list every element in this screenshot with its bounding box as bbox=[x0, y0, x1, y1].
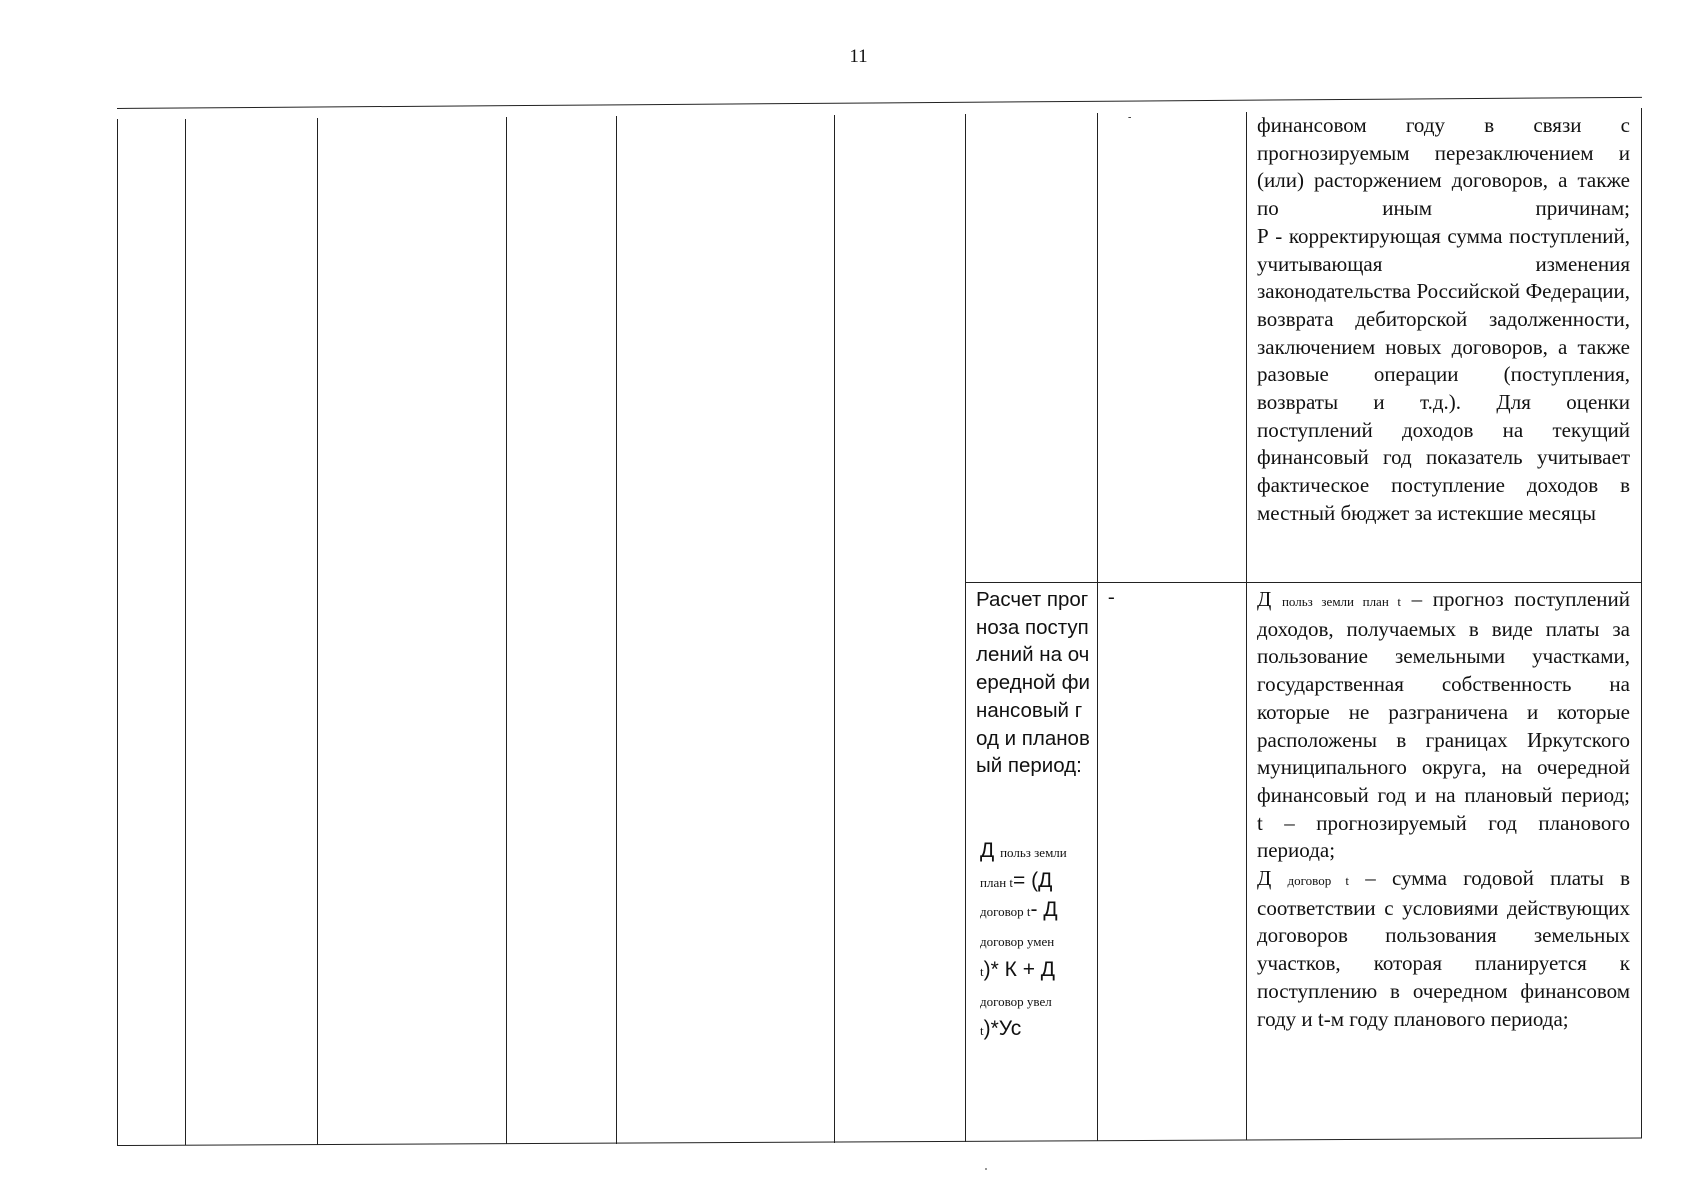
formula-sub-1: польз земли bbox=[1000, 845, 1067, 860]
formula-sub-7: t bbox=[980, 1023, 984, 1039]
table-border-right bbox=[1641, 108, 1642, 1138]
row2-p1-sub: польз земли план t bbox=[1281, 594, 1402, 609]
row2-description-p3 bbox=[1257, 865, 1630, 1033]
row1-description-p2: Р - корректирующая сумма поступлений, учитывающая изменения законодательства Российской Федерации, возврата дебиторской задолженности, заключением новых договоров, а также разовые операции (поступления, возвраты и т.д.). Для оценки поступлений доходов на текущий финансовый год показатель учитывает фактическое поступление доходов в местный бюджет за истекшие месяцы bbox=[1257, 223, 1630, 525]
row2-p3-sub: договор t bbox=[1287, 873, 1350, 889]
row-divider bbox=[965, 582, 1641, 583]
row2-description bbox=[1257, 586, 1630, 1033]
formula-sub-5: t bbox=[980, 963, 984, 979]
table-border-left bbox=[117, 119, 118, 1145]
row2-mark: - bbox=[1108, 586, 1115, 608]
table-border-top bbox=[117, 97, 1642, 109]
formula-part-2: = (Д bbox=[1013, 868, 1053, 892]
formula-sub-3: договор t bbox=[980, 904, 1031, 920]
table-border-bottom bbox=[117, 1138, 1642, 1146]
row2-p3-tail: – сумма годовой платы в соответствии с условиями действующих договоров пользования земельных участков, которая планируется к поступлению в очередном финансовом году и t-м году планового периода; bbox=[1257, 866, 1630, 1031]
row2-formula bbox=[980, 837, 1102, 1045]
formula-part-5: )* К + Д bbox=[983, 957, 1056, 981]
row2-p1-tail: – прогноз поступлений доходов, получаемых в виде платы за пользование земельными участками, государственная собственность на которые не разграничена и которые расположены в границах Иркутского муниципального округа, на очередной финансовый год и на плановый период; bbox=[1257, 587, 1630, 807]
row1-mark: - bbox=[1128, 112, 1132, 123]
row2-p1-head: Д bbox=[1257, 587, 1272, 611]
formula-sub-2: план t bbox=[980, 874, 1014, 890]
formula-part-3: - Д bbox=[1030, 898, 1058, 922]
column-divider-3 bbox=[506, 117, 507, 1144]
row1-description bbox=[1257, 112, 1630, 528]
row2-description-p1 bbox=[1257, 586, 1630, 810]
row2-description-p2: t – прогнозируемый год планового периода; bbox=[1257, 810, 1630, 863]
row2-method-text: Расчет прогноза поступлений на очередной финансовый год и плановый период: bbox=[976, 588, 1090, 778]
column-divider-4 bbox=[616, 116, 617, 1144]
scan-speck bbox=[985, 1168, 987, 1170]
formula-part-1: Д bbox=[980, 839, 995, 862]
column-divider-1 bbox=[185, 119, 186, 1145]
column-divider-6 bbox=[965, 114, 966, 1142]
formula-part-7: )*Ус bbox=[983, 1017, 1022, 1041]
formula-sub-4: договор умен bbox=[980, 934, 1055, 950]
page-number: 11 bbox=[849, 46, 868, 67]
column-divider-8 bbox=[1246, 112, 1247, 1140]
formula-sub-6: договор увел bbox=[980, 993, 1052, 1009]
column-divider-5 bbox=[834, 115, 835, 1143]
column-divider-2 bbox=[317, 118, 318, 1145]
row2-method bbox=[976, 586, 1090, 780]
row1-description-p1: финансовом году в связи с прогнозируемым перезаключением и (или) расторжением договоров, а также по иным причинам; bbox=[1257, 113, 1630, 221]
row2-p3-head: Д bbox=[1257, 866, 1272, 891]
